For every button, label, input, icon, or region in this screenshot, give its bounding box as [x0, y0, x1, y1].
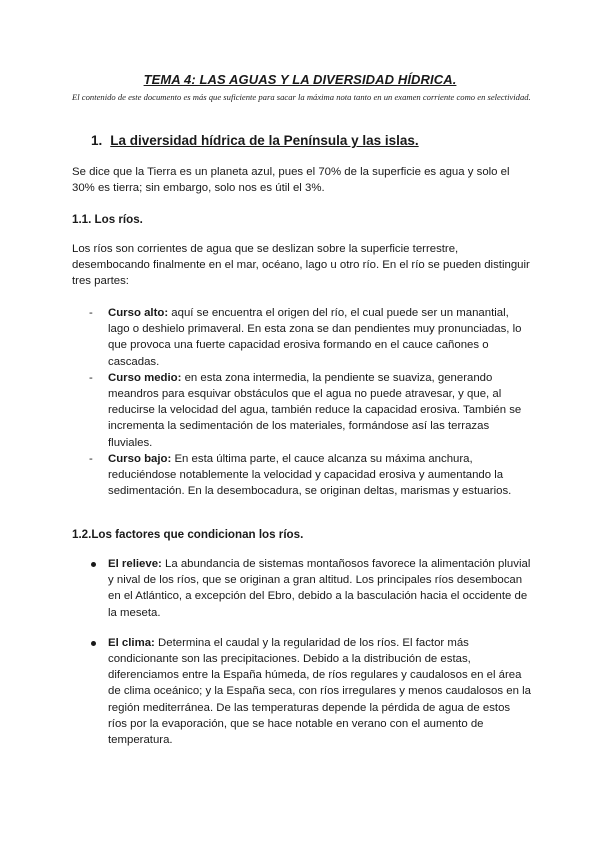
list-item	[72, 305, 532, 370]
list-item-text: En esta última parte, el cauce alcanza su máxima anchura, reduciéndose notablemente la velocidad y capacidad erosiva y aumentando la sedimentación. En la desembocadura, se originan deltas, marismas y estuarios.	[108, 452, 512, 498]
document-note: El contenido de este documento es más que suficiente para sacar la máxima nota tanto en un examen corriente como en selectividad.	[72, 92, 531, 102]
list-item-term: El relieve:	[108, 558, 162, 570]
factors-list	[72, 556, 532, 748]
dash-marker: -	[89, 371, 93, 384]
section-1-intro: Se dice que la Tierra es un planeta azul, pues el 70% de la superficie es agua y solo el 30% es tierra; sin embargo, solo nos es útil el 3%.	[72, 166, 510, 195]
list-item-text: aquí se encuentra el origen del río, el cual puede ser un manantial, lago o deshielo primaveral. En esta zona se dan pendientes muy pronunciadas, lo que provoca una fuerte capacidad erosiva formando en el cauce cañones o cascadas.	[108, 307, 522, 368]
list-item-text: La abundancia de sistemas montañosos favorece la alimentación pluvial y nival de los ríos, que se originan a gran altitud. Los principales ríos desembocan en el Atlántico, a excepción del Ebro, debido a la basculación hacia el occidente de la meseta.	[108, 558, 531, 619]
section-1-heading	[91, 133, 419, 148]
list-item-text: Determina el caudal y la regularidad de los ríos. El factor más condicionante son las precipitaciones. Debido a la distribución de estas, diferenciamos entre la España húmeda, de ríos regulares y caudalosos en el área de clima oceánico; y la España seca, con ríos irregulares y menos caudalosos en la región mediterránea. De las temperaturas depende la pérdida de agua de estos ríos por la evaporación, que se hace notable en verano con el aumento de temperatura.	[108, 636, 531, 747]
list-item	[72, 370, 532, 451]
list-item-term: Curso bajo:	[108, 452, 172, 465]
section-1-1-heading: 1.1. Los ríos.	[72, 213, 143, 226]
dash-marker: -	[89, 307, 93, 319]
river-parts-list	[72, 305, 532, 499]
list-item-term: Curso medio:	[108, 371, 182, 384]
bullet-dot-icon	[91, 562, 96, 567]
list-item-term: Curso alto:	[108, 307, 169, 319]
bullet-dot-icon	[91, 641, 96, 646]
list-item	[72, 635, 532, 748]
list-item	[72, 451, 532, 500]
document-title: TEMA 4: LAS AGUAS Y LA DIVERSIDAD HÍDRICA.	[143, 72, 457, 87]
section-1-1-intro: Los ríos son corrientes de agua que se deslizan sobre la superficie terrestre, desembocando finalmente en el mar, océano, lago u otro río. En el río se pueden distinguir tres partes:	[72, 243, 530, 288]
list-spacer	[72, 621, 532, 635]
section-1-number: 1.	[91, 133, 103, 148]
list-item-text: en esta zona intermedia, la pendiente se suaviza, generando meandros para esquivar obstáculos que el agua no puede atravesar, y que, al reducirse la velocidad del agua, también reduce la capacidad erosiva. También se incrementa la sedimentación de los materiales, formándose así las terrazas fluviales.	[108, 371, 522, 449]
list-item	[72, 556, 532, 621]
section-1-2-heading: 1.2.Los factores que condicionan los ríos.	[72, 528, 304, 541]
dash-marker: -	[89, 452, 93, 465]
list-item-term: El clima:	[108, 636, 155, 649]
section-1-title: La diversidad hídrica de la Península y las islas.	[110, 133, 419, 148]
